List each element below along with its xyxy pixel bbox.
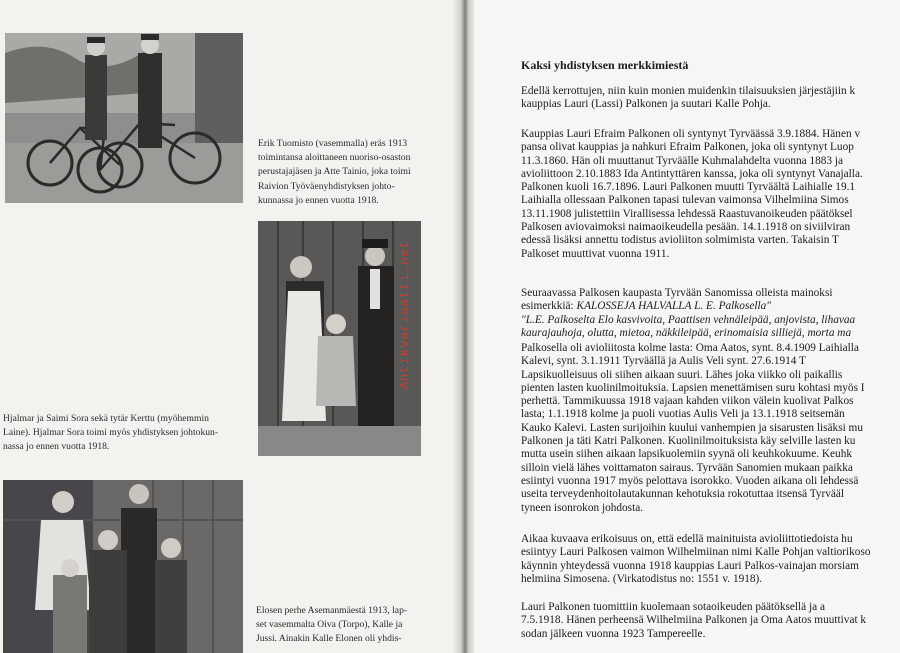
text-line: lasta; 1.1.1918 kolme ja puoli vuotias Aulis Veli ja 13.1.1918 seitsemän (521, 408, 845, 421)
paragraph-6 (521, 601, 866, 641)
advert-quote: "L.E. Palkoselta Elo kasvivoita, Paattisen vehnäleipää, anjovista, lihavaa (521, 313, 856, 326)
text-line: Seuraavassa Palkosen kaupasta Tyrvään Sanomissa olleista mainoksi (521, 287, 833, 299)
text-line: Palkosella oli avioliitosta kolme lasta: Oma Aatos, synt. 8.4.1909 Laihialla (521, 342, 859, 354)
advert-quote: kaurajauhoja, olutta, mietoa, näkkileipää, erinomaisia silliejä, morta ma (521, 326, 852, 339)
text-line: helmiina Simosena. (Virkatodistus no: 1551 v. 1918). (521, 572, 763, 585)
right-page (474, 0, 900, 653)
text-line: tyneen isonrokon johdosta. (521, 501, 644, 514)
text-line: Palkonen ja täti Katri Palkonen. Kuolinilmoituksista käy selville lasten ku (521, 435, 856, 448)
text-line: Aikaa kuvaava erikoisuus on, että edellä mainituista avioliittotiedoista hu (521, 533, 853, 545)
text-line: Kauko Kalevi. Lasten surijoihin kuului vanhempien ja sisarusten lisäksi mu (521, 421, 863, 434)
caption-line: Elosen perhe Asemanmäestä 1913, lap- (256, 605, 408, 616)
caption-photo-2 (3, 412, 247, 455)
text-line: sodan jälkeen vuonna 1923 Tampereelle. (521, 627, 706, 640)
text-line: Lapsikuolleisuus oli siihen aikaan suuri. Lähes joka viikko oli paikallis (521, 368, 843, 381)
text-span: esimerkkiä: (521, 300, 577, 313)
photo-sora-family (258, 221, 421, 456)
section-heading: Kaksi yhdistyksen merkkimiestä (521, 58, 689, 72)
text-line: Palkonen kuoli 16.7.1896. Lauri Palkonen muutti Tyrväältä Laihialle 19.1 (521, 181, 856, 194)
text-line: Lauri Palkonen tuomittiin kuolemaan sotaoikeuden päätöksellä ja a (521, 601, 825, 613)
text-line: silloin vielä lähes voittamaton sairaus. Tyrvään Sanomien mukaan paikka (521, 461, 853, 474)
text-line: käynnin yhteydessä vuonna 1918 kauppias Lauri Palkos-vainajan morsiam (521, 559, 859, 572)
paragraph-2 (521, 128, 863, 261)
text-line: mutta usein siihen aikaan lapsikuolemiin syynä oli keuhkokuume. Keuhk (521, 448, 853, 461)
text-line: 13.11.1908 julistettiin Virallisessa lehdessä Raastuvanoikeuden päätöksel (521, 207, 853, 220)
text-line (521, 300, 855, 313)
text-line: pienten lasten kuolinilmoituksia. Lapsien menettämisen suru kohtasi myös I (521, 381, 865, 394)
paragraph-1 (521, 85, 855, 112)
caption-line: Erik Tuomisto (vasemmalla) eräs 1913 (258, 138, 408, 149)
text-line: 11.3.1860. Hän oli muuttanut Tyrväälle Kuhmalahdelta vuonna 1883 ja (521, 154, 844, 167)
caption-photo-1 (258, 137, 438, 208)
paragraph-5 (521, 533, 871, 586)
text-line: edessä lisäksi annettu todistus avioliiton solmimista varten. Takaisin T (521, 234, 839, 247)
watermark: Antikvariaatti.net (398, 240, 412, 390)
photo-men-with-bicycles (5, 33, 243, 203)
text-line: Palkoset muuttivat vuonna 1911. (521, 247, 670, 260)
caption-line: toimintansa aloittaneen nuoriso-osaston (258, 152, 411, 164)
text-line: perhettä. Tammikuussa 1918 vajaan kahden viikon välein kuolivat Palkos (521, 395, 854, 408)
text-line: avioliittoon 2.10.1883 Ida Antintyttären kanssa, joka oli syntynyt Vanajalla. (521, 167, 863, 180)
caption-line: Jussi. Ainakin Kalle Elonen oli yhdis- (256, 633, 402, 645)
text-line: pansa olivat kauppias ja nahkuri Efraim Palkonen, joka oli syntynyt Luop (521, 141, 854, 154)
caption-line: kunnassa jo ennen vuotta 1918. (258, 194, 379, 206)
text-line: esiintyi vuonna 1917 myös pelottava isorokko. Vuoden aikana oli lehdessä (521, 474, 859, 487)
text-line: useita terveydenhoitolautakunnan kehotuksia rokotuttaa itsensä Tyrvääl (521, 488, 845, 501)
text-line: esiintyy Lauri Palkosen vaimon Wilhelmiinan nimi Kalle Pohjan valtiorikoso (521, 546, 871, 559)
caption-line: perustajajäsen ja Atte Tainio, joka toimi (258, 166, 411, 178)
text-line: Kalevi, synt. 3.1.1911 Tyrväällä ja Aulis Veli synt. 27.6.1914 T (521, 355, 806, 368)
text-line: Palkosen aviovaimoksi naimaoikeudella pesään. 14.1.1918 on siviilviran (521, 221, 851, 234)
text-line: 7.5.1918. Hänen perheensä Wilhelmiina Palkonen ja Oma Aatos muuttivat k (521, 614, 867, 627)
paragraph-4 (521, 342, 865, 515)
caption-photo-3 (256, 604, 436, 647)
text-line: Edellä kerrottujen, niin kuin monien muidenkin tilaisuuksien järjestäjiin k (521, 85, 856, 97)
text-line: Kauppias Lauri Efraim Palkonen oli syntynyt Tyrväässä 3.9.1884. Hänen v (521, 128, 861, 140)
caption-line: Hjalmar ja Saimi Sora sekä tytär Kerttu (myöhemmin (3, 413, 209, 424)
caption-line: set vasemmalta Oiva (Torpo), Kalle ja (256, 619, 403, 631)
text-line: kauppias Lauri (Lassi) Palkonen ja suutari Kalle Pohja. (521, 98, 771, 111)
caption-line: nassa jo ennen vuotta 1918. (3, 441, 110, 453)
photo-elonen-family (3, 480, 243, 653)
caption-line: Raivion Työväenyhdistyksen johto- (258, 180, 395, 192)
text-line: Laihialla ollessaan Palkonen tapasi tulevan vaimonsa Vilhelmiina Simos (521, 194, 849, 207)
advert-quote: KALOSSEJA HALVALLA L. E. Palkosella" (576, 300, 772, 313)
caption-line: Laine). Hjalmar Sora toimi myös yhdistyksen johtokun- (3, 427, 219, 439)
paragraph-3 (521, 287, 855, 340)
